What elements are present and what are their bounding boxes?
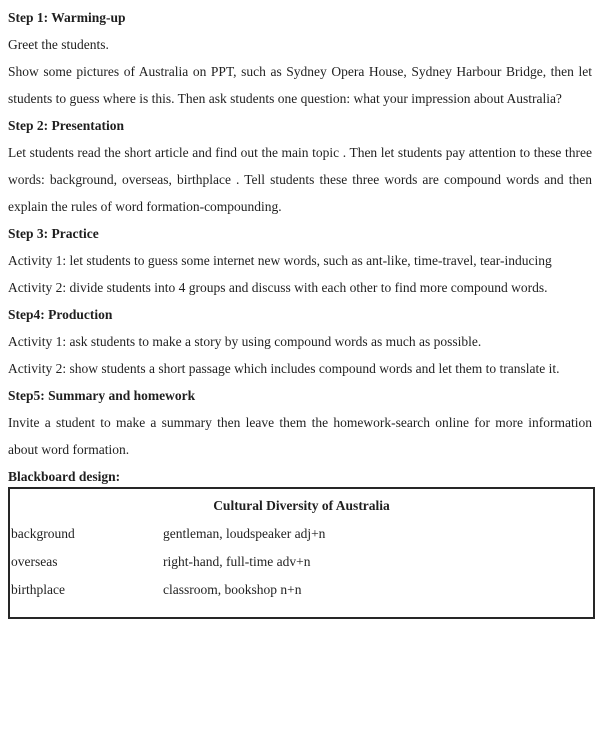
practice-activity-2-paragraph: Activity 2: divide students into 4 groups and discuss with each other to find more compound words. — [8, 280, 548, 295]
step-3-heading: Step 3: Practice — [8, 226, 99, 241]
compound-word-label: overseas — [11, 554, 58, 569]
compound-word-label: birthplace — [11, 582, 65, 597]
practice-activity-1-paragraph: Activity 1: let students to guess some internet new words, such as ant-like, time-travel, tear-inducing — [8, 253, 552, 268]
step-5-heading: Step5: Summary and homework — [8, 388, 196, 403]
blackboard-design-box — [8, 487, 595, 619]
presentation-paragraph: Let students read the short article and find out the main topic . Then let students pay attention to these three words: background, overseas, birthplace . Tell students these three words are compound words and then explain the rules of word formation-compounding. — [8, 145, 592, 214]
step-4-heading: Step4: Production — [8, 307, 113, 322]
blackboard-row-overseas — [10, 548, 593, 576]
blackboard-row-birthplace — [10, 576, 593, 604]
show-pictures-paragraph: Show some pictures of Australia on PPT, such as Sydney Opera House, Sydney Harbour Bridge, then let students to guess where is this. Then ask students one question: what your impression about Australia? — [8, 64, 592, 106]
compound-word-examples: gentleman, loudspeaker adj+n — [163, 526, 326, 541]
compound-word-examples: classroom, bookshop n+n — [163, 582, 302, 597]
blackboard-row-background — [10, 520, 593, 548]
document-body — [8, 4, 592, 619]
compound-word-examples: right-hand, full-time adv+n — [163, 554, 311, 569]
compound-word-label: background — [11, 526, 75, 541]
step-1-heading: Step 1: Warming-up — [8, 10, 126, 25]
blackboard-title: Cultural Diversity of Australia — [213, 498, 390, 513]
step-2-heading: Step 2: Presentation — [8, 118, 124, 133]
greet-students-paragraph: Greet the students. — [8, 37, 109, 52]
summary-homework-paragraph: Invite a student to make a summary then leave them the homework-search online for more information about word formation. — [8, 415, 592, 457]
production-activity-1-paragraph: Activity 1: ask students to make a story by using compound words as much as possible. — [8, 334, 482, 349]
production-activity-2-paragraph: Activity 2: show students a short passage which includes compound words and let them to translate it. — [8, 361, 560, 376]
blackboard-design-heading: Blackboard design: — [8, 469, 121, 484]
